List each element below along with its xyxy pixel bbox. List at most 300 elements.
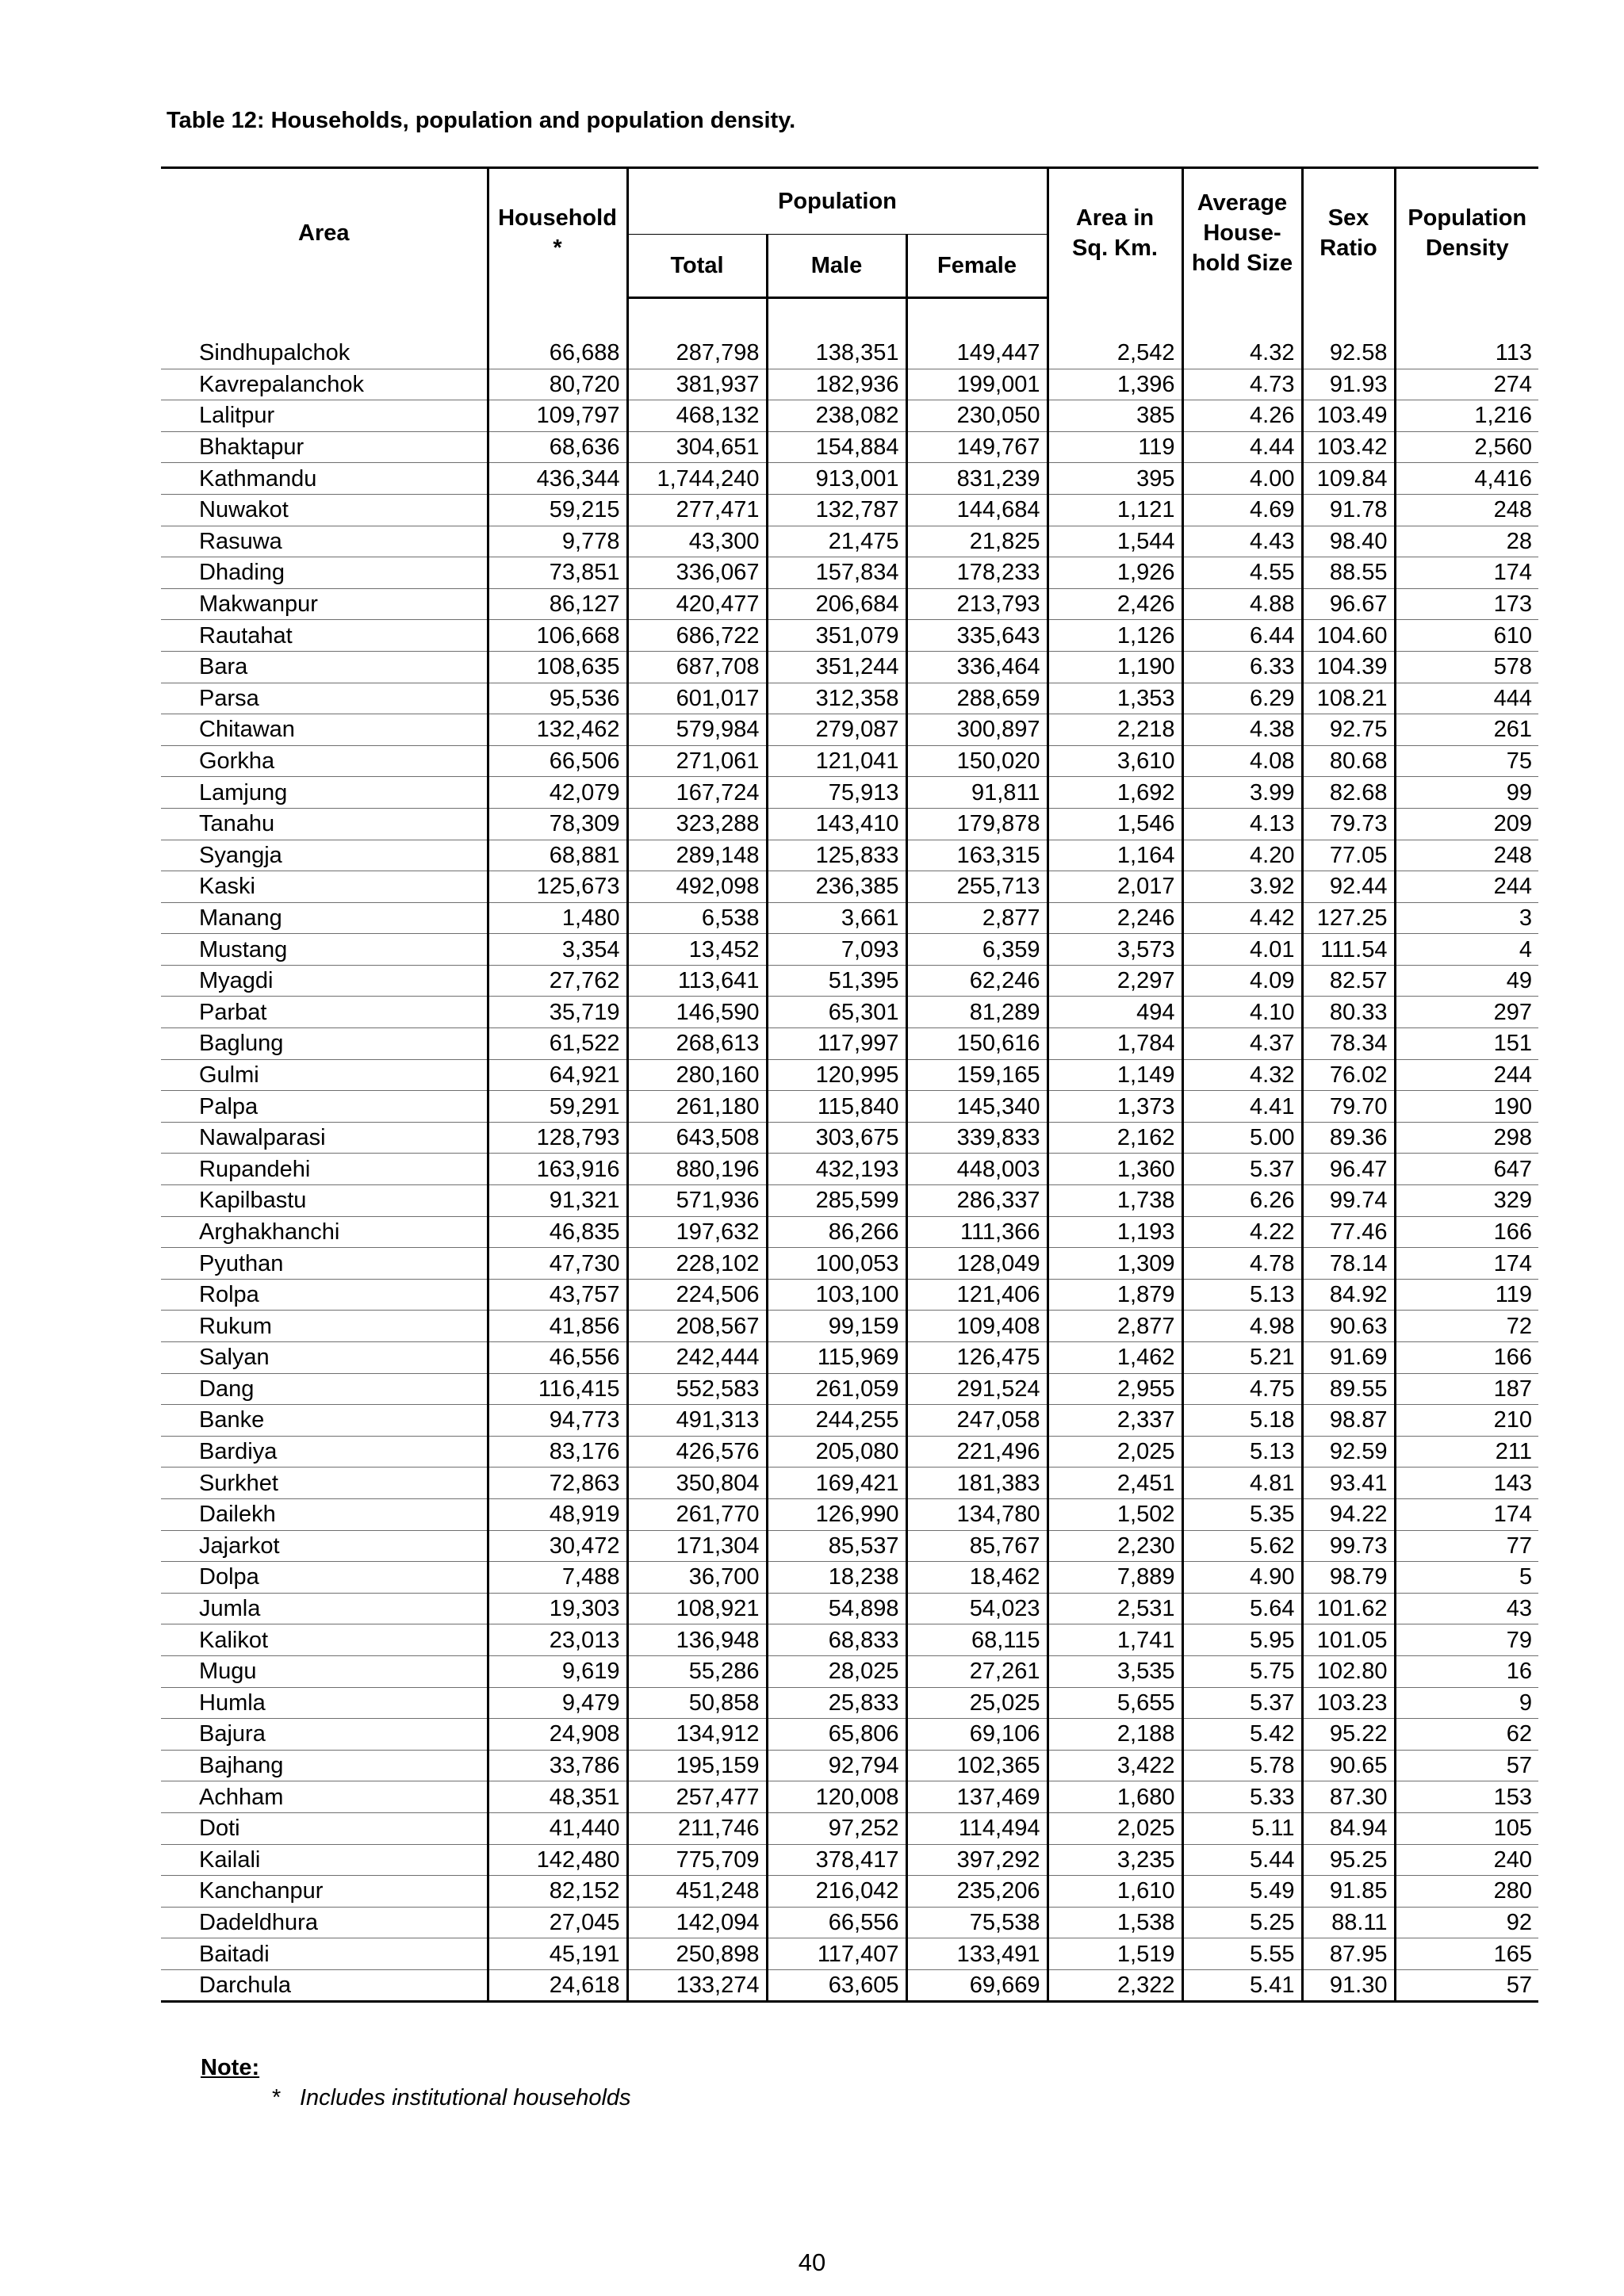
value-cell: 1,373 <box>1048 1091 1182 1123</box>
value-cell: 5.35 <box>1182 1498 1302 1530</box>
value-cell: 2,162 <box>1048 1122 1182 1154</box>
value-cell: 103,100 <box>767 1279 906 1311</box>
value-cell: 244 <box>1395 1059 1538 1091</box>
value-cell: 167,724 <box>627 777 767 809</box>
value-cell: 144,684 <box>906 494 1048 526</box>
value-cell: 4.42 <box>1182 902 1302 934</box>
value-cell: 1,216 <box>1395 400 1538 432</box>
area-name-cell: Bajhang <box>161 1750 488 1781</box>
value-cell: 4.08 <box>1182 745 1302 777</box>
value-cell: 54,898 <box>767 1593 906 1624</box>
area-name-cell: Lamjung <box>161 777 488 809</box>
table-row <box>161 1028 1538 1060</box>
value-cell: 85,537 <box>767 1530 906 1562</box>
table-row <box>161 557 1538 589</box>
value-cell: 48,351 <box>488 1781 627 1813</box>
table-row <box>161 1342 1538 1374</box>
value-cell: 103.23 <box>1302 1687 1395 1719</box>
value-cell: 197,632 <box>627 1216 767 1248</box>
value-cell: 121,406 <box>906 1279 1048 1311</box>
value-cell: 82.68 <box>1302 777 1395 809</box>
value-cell: 179,878 <box>906 808 1048 840</box>
table-row <box>161 588 1538 620</box>
value-cell: 3,235 <box>1048 1844 1182 1876</box>
value-cell: 28,025 <box>767 1655 906 1687</box>
table-row <box>161 1687 1538 1719</box>
value-cell: 84.94 <box>1302 1812 1395 1844</box>
value-cell: 9,778 <box>488 526 627 557</box>
value-cell: 120,995 <box>767 1059 906 1091</box>
value-cell: 5.42 <box>1182 1719 1302 1751</box>
table-header <box>161 168 1538 298</box>
value-cell: 210 <box>1395 1405 1538 1437</box>
value-cell: 4.44 <box>1182 431 1302 463</box>
value-cell: 5.25 <box>1182 1907 1302 1938</box>
table-row <box>161 1279 1538 1311</box>
value-cell: 46,835 <box>488 1216 627 1248</box>
value-cell: 13,452 <box>627 934 767 966</box>
value-cell: 119 <box>1395 1279 1538 1311</box>
value-cell: 1,480 <box>488 902 627 934</box>
table-row <box>161 1907 1538 1938</box>
value-cell: 287,798 <box>627 338 767 369</box>
value-cell: 62,246 <box>906 965 1048 997</box>
value-cell: 2,426 <box>1048 588 1182 620</box>
value-cell: 468,132 <box>627 400 767 432</box>
value-cell: 686,722 <box>627 620 767 652</box>
area-name-cell: Parbat <box>161 997 488 1028</box>
area-name-cell: Parsa <box>161 683 488 714</box>
value-cell: 339,833 <box>906 1122 1048 1154</box>
value-cell: 4.26 <box>1182 400 1302 432</box>
value-cell: 66,556 <box>767 1907 906 1938</box>
table-body <box>161 298 1538 2002</box>
value-cell: 5.75 <box>1182 1655 1302 1687</box>
header-spacer <box>161 298 1538 339</box>
value-cell: 66,688 <box>488 338 627 369</box>
value-cell: 103.49 <box>1302 400 1395 432</box>
value-cell: 4.69 <box>1182 494 1302 526</box>
value-cell: 2,025 <box>1048 1812 1182 1844</box>
value-cell: 157,834 <box>767 557 906 589</box>
value-cell: 76.02 <box>1302 1059 1395 1091</box>
area-name-cell: Kapilbastu <box>161 1185 488 1217</box>
value-cell: 92.44 <box>1302 871 1395 903</box>
area-name-cell: Nawalparasi <box>161 1122 488 1154</box>
value-cell: 102.80 <box>1302 1655 1395 1687</box>
area-name-cell: Makwanpur <box>161 588 488 620</box>
value-cell: 432,193 <box>767 1154 906 1185</box>
value-cell: 578 <box>1395 651 1538 683</box>
area-name-cell: Rupandehi <box>161 1154 488 1185</box>
value-cell: 300,897 <box>906 714 1048 746</box>
value-cell: 4.88 <box>1182 588 1302 620</box>
value-cell: 91.93 <box>1302 369 1395 400</box>
area-name-cell: Salyan <box>161 1342 488 1374</box>
value-cell: 68,833 <box>767 1624 906 1656</box>
value-cell: 9,479 <box>488 1687 627 1719</box>
value-cell: 113 <box>1395 338 1538 369</box>
table-title: Table 12: Households, population and population density. <box>167 108 796 133</box>
value-cell: 55,286 <box>627 1655 767 1687</box>
value-cell: 66,506 <box>488 745 627 777</box>
value-cell: 133,274 <box>627 1969 767 2002</box>
value-cell: 42,079 <box>488 777 627 809</box>
value-cell: 7,488 <box>488 1562 627 1594</box>
value-cell: 45,191 <box>488 1938 627 1970</box>
value-cell: 78.34 <box>1302 1028 1395 1060</box>
value-cell: 75,913 <box>767 777 906 809</box>
value-cell: 100,053 <box>767 1248 906 1280</box>
value-cell: 169,421 <box>767 1468 906 1499</box>
value-cell: 174 <box>1395 1248 1538 1280</box>
value-cell: 775,709 <box>627 1844 767 1876</box>
value-cell: 491,313 <box>627 1405 767 1437</box>
value-cell: 43,757 <box>488 1279 627 1311</box>
value-cell: 21,825 <box>906 526 1048 557</box>
value-cell: 127.25 <box>1302 902 1395 934</box>
value-cell: 1,519 <box>1048 1938 1182 1970</box>
value-cell: 4.10 <box>1182 997 1302 1028</box>
value-cell: 190 <box>1395 1091 1538 1123</box>
value-cell: 6,538 <box>627 902 767 934</box>
value-cell: 257,477 <box>627 1781 767 1813</box>
value-cell: 125,833 <box>767 840 906 871</box>
value-cell: 1,193 <box>1048 1216 1182 1248</box>
header-household-label: Household <box>498 205 617 232</box>
value-cell: 86,266 <box>767 1216 906 1248</box>
value-cell: 261,059 <box>767 1373 906 1405</box>
value-cell: 5 <box>1395 1562 1538 1594</box>
value-cell: 1,692 <box>1048 777 1182 809</box>
value-cell: 289,148 <box>627 840 767 871</box>
table-row <box>161 1498 1538 1530</box>
value-cell: 9,619 <box>488 1655 627 1687</box>
value-cell: 119 <box>1048 431 1182 463</box>
value-cell: 43,300 <box>627 526 767 557</box>
value-cell: 41,856 <box>488 1311 627 1342</box>
value-cell: 5.33 <box>1182 1781 1302 1813</box>
value-cell: 242,444 <box>627 1342 767 1374</box>
value-cell: 128,793 <box>488 1122 627 1154</box>
area-name-cell: Kaski <box>161 871 488 903</box>
area-name-cell: Dadeldhura <box>161 1907 488 1938</box>
value-cell: 687,708 <box>627 651 767 683</box>
value-cell: 128,049 <box>906 1248 1048 1280</box>
value-cell: 182,936 <box>767 369 906 400</box>
value-cell: 27,261 <box>906 1655 1048 1687</box>
table-row <box>161 1436 1538 1468</box>
value-cell: 224,506 <box>627 1279 767 1311</box>
value-cell: 82.57 <box>1302 965 1395 997</box>
value-cell: 6.44 <box>1182 620 1302 652</box>
value-cell: 134,780 <box>906 1498 1048 1530</box>
value-cell: 4.01 <box>1182 934 1302 966</box>
value-cell: 3,573 <box>1048 934 1182 966</box>
value-cell: 2,188 <box>1048 1719 1182 1751</box>
value-cell: 4.55 <box>1182 557 1302 589</box>
value-cell: 4.78 <box>1182 1248 1302 1280</box>
value-cell: 199,001 <box>906 369 1048 400</box>
value-cell: 114,494 <box>906 1812 1048 1844</box>
value-cell: 4.43 <box>1182 526 1302 557</box>
value-cell: 150,616 <box>906 1028 1048 1060</box>
header-density-line2: Density <box>1425 235 1509 262</box>
value-cell: 138,351 <box>767 338 906 369</box>
value-cell: 57 <box>1395 1750 1538 1781</box>
value-cell: 5,655 <box>1048 1687 1182 1719</box>
area-name-cell: Kailali <box>161 1844 488 1876</box>
value-cell: 79.73 <box>1302 808 1395 840</box>
value-cell: 65,806 <box>767 1719 906 1751</box>
value-cell: 81,289 <box>906 997 1048 1028</box>
value-cell: 49 <box>1395 965 1538 997</box>
area-name-cell: Jumla <box>161 1593 488 1624</box>
value-cell: 108.21 <box>1302 683 1395 714</box>
value-cell: 610 <box>1395 620 1538 652</box>
value-cell: 378,417 <box>767 1844 906 1876</box>
value-cell: 5.95 <box>1182 1624 1302 1656</box>
value-cell: 5.11 <box>1182 1812 1302 1844</box>
table-row <box>161 494 1538 526</box>
value-cell: 99.74 <box>1302 1185 1395 1217</box>
header-avg-household-size <box>1182 168 1302 298</box>
table-row <box>161 463 1538 495</box>
value-cell: 1,121 <box>1048 494 1182 526</box>
value-cell: 59,215 <box>488 494 627 526</box>
value-cell: 350,804 <box>627 1468 767 1499</box>
value-cell: 2,246 <box>1048 902 1182 934</box>
value-cell: 6,359 <box>906 934 1048 966</box>
table-row <box>161 1969 1538 2002</box>
value-cell: 247,058 <box>906 1405 1048 1437</box>
area-name-cell: Gorkha <box>161 745 488 777</box>
value-cell: 73,851 <box>488 557 627 589</box>
value-cell: 3,610 <box>1048 745 1182 777</box>
value-cell: 1,610 <box>1048 1876 1182 1908</box>
value-cell: 2,017 <box>1048 871 1182 903</box>
value-cell: 132,462 <box>488 714 627 746</box>
header-total: Total <box>627 235 767 298</box>
value-cell: 385 <box>1048 400 1182 432</box>
header-avg-line2: House- <box>1203 220 1281 247</box>
value-cell: 96.67 <box>1302 588 1395 620</box>
value-cell: 297 <box>1395 997 1538 1028</box>
area-name-cell: Bardiya <box>161 1436 488 1468</box>
value-cell: 91.69 <box>1302 1342 1395 1374</box>
area-name-cell: Syangja <box>161 840 488 871</box>
value-cell: 880,196 <box>627 1154 767 1185</box>
value-cell: 236,385 <box>767 871 906 903</box>
value-cell: 95,536 <box>488 683 627 714</box>
value-cell: 240 <box>1395 1844 1538 1876</box>
value-cell: 51,395 <box>767 965 906 997</box>
value-cell: 647 <box>1395 1154 1538 1185</box>
header-female: Female <box>906 235 1048 298</box>
value-cell: 149,447 <box>906 338 1048 369</box>
value-cell: 335,643 <box>906 620 1048 652</box>
value-cell: 78,309 <box>488 808 627 840</box>
value-cell: 68,636 <box>488 431 627 463</box>
value-cell: 1,744,240 <box>627 463 767 495</box>
value-cell: 1,680 <box>1048 1781 1182 1813</box>
area-name-cell: Dhading <box>161 557 488 589</box>
area-name-cell: Dolpa <box>161 1562 488 1594</box>
value-cell: 492,098 <box>627 871 767 903</box>
value-cell: 111,366 <box>906 1216 1048 1248</box>
value-cell: 69,669 <box>906 1969 1048 2002</box>
value-cell: 1,784 <box>1048 1028 1182 1060</box>
value-cell: 5.13 <box>1182 1436 1302 1468</box>
table-row <box>161 369 1538 400</box>
value-cell: 3,661 <box>767 902 906 934</box>
table-row <box>161 1624 1538 1656</box>
value-cell: 87.30 <box>1302 1781 1395 1813</box>
value-cell: 5.37 <box>1182 1154 1302 1185</box>
value-cell: 69,106 <box>906 1719 1048 1751</box>
value-cell: 163,315 <box>906 840 1048 871</box>
value-cell: 181,383 <box>906 1468 1048 1499</box>
value-cell: 5.41 <box>1182 1969 1302 2002</box>
value-cell: 62 <box>1395 1719 1538 1751</box>
value-cell: 277,471 <box>627 494 767 526</box>
value-cell: 205,080 <box>767 1436 906 1468</box>
header-population-density <box>1395 168 1538 298</box>
area-name-cell: Surkhet <box>161 1468 488 1499</box>
header-sex-ratio <box>1302 168 1395 298</box>
value-cell: 5.49 <box>1182 1876 1302 1908</box>
value-cell: 2,560 <box>1395 431 1538 463</box>
value-cell: 116,415 <box>488 1373 627 1405</box>
value-cell: 4.73 <box>1182 369 1302 400</box>
value-cell: 91.78 <box>1302 494 1395 526</box>
value-cell: 271,061 <box>627 745 767 777</box>
value-cell: 5.37 <box>1182 1687 1302 1719</box>
area-name-cell: Palpa <box>161 1091 488 1123</box>
value-cell: 1,544 <box>1048 526 1182 557</box>
value-cell: 831,239 <box>906 463 1048 495</box>
value-cell: 571,936 <box>627 1185 767 1217</box>
area-name-cell: Dang <box>161 1373 488 1405</box>
value-cell: 27,762 <box>488 965 627 997</box>
value-cell: 221,496 <box>906 1436 1048 1468</box>
area-name-cell: Bajura <box>161 1719 488 1751</box>
header-area: Area <box>161 168 488 298</box>
value-cell: 4.22 <box>1182 1216 1302 1248</box>
value-cell: 115,840 <box>767 1091 906 1123</box>
value-cell: 109.84 <box>1302 463 1395 495</box>
value-cell: 3.99 <box>1182 777 1302 809</box>
value-cell: 3,422 <box>1048 1750 1182 1781</box>
value-cell: 5.13 <box>1182 1279 1302 1311</box>
value-cell: 77 <box>1395 1530 1538 1562</box>
value-cell: 80.68 <box>1302 745 1395 777</box>
value-cell: 87.95 <box>1302 1938 1395 1970</box>
table-row <box>161 1311 1538 1342</box>
area-name-cell: Rasuwa <box>161 526 488 557</box>
table-row <box>161 338 1538 369</box>
value-cell: 329 <box>1395 1185 1538 1217</box>
value-cell: 4.37 <box>1182 1028 1302 1060</box>
value-cell: 23,013 <box>488 1624 627 1656</box>
value-cell: 1,126 <box>1048 620 1182 652</box>
value-cell: 286,337 <box>906 1185 1048 1217</box>
value-cell: 4,416 <box>1395 463 1538 495</box>
note-title: Note: <box>201 2055 260 2080</box>
table-row <box>161 1844 1538 1876</box>
area-name-cell: Bhaktapur <box>161 431 488 463</box>
value-cell: 4.98 <box>1182 1311 1302 1342</box>
value-cell: 2,322 <box>1048 1969 1182 2002</box>
value-cell: 426,576 <box>627 1436 767 1468</box>
value-cell: 101.05 <box>1302 1624 1395 1656</box>
header-area-sqkm <box>1048 168 1182 298</box>
value-cell: 72,863 <box>488 1468 627 1499</box>
value-cell: 109,408 <box>906 1311 1048 1342</box>
area-name-cell: Baglung <box>161 1028 488 1060</box>
value-cell: 80,720 <box>488 369 627 400</box>
value-cell: 92.58 <box>1302 338 1395 369</box>
value-cell: 255,713 <box>906 871 1048 903</box>
table-row <box>161 1719 1538 1751</box>
value-cell: 90.63 <box>1302 1311 1395 1342</box>
value-cell: 79 <box>1395 1624 1538 1656</box>
area-name-cell: Mustang <box>161 934 488 966</box>
value-cell: 268,613 <box>627 1028 767 1060</box>
value-cell: 208,567 <box>627 1311 767 1342</box>
value-cell: 89.36 <box>1302 1122 1395 1154</box>
value-cell: 3.92 <box>1182 871 1302 903</box>
value-cell: 6.33 <box>1182 651 1302 683</box>
value-cell: 68,115 <box>906 1624 1048 1656</box>
value-cell: 5.18 <box>1182 1405 1302 1437</box>
page-number: 40 <box>798 2248 826 2276</box>
value-cell: 2,542 <box>1048 338 1182 369</box>
value-cell: 288,659 <box>906 683 1048 714</box>
value-cell: 643,508 <box>627 1122 767 1154</box>
value-cell: 381,937 <box>627 369 767 400</box>
value-cell: 36,700 <box>627 1562 767 1594</box>
value-cell: 4 <box>1395 934 1538 966</box>
value-cell: 30,472 <box>488 1530 627 1562</box>
value-cell: 85,767 <box>906 1530 1048 1562</box>
value-cell: 126,990 <box>767 1498 906 1530</box>
value-cell: 395 <box>1048 463 1182 495</box>
value-cell: 171,304 <box>627 1530 767 1562</box>
area-name-cell: Chitawan <box>161 714 488 746</box>
value-cell: 46,556 <box>488 1342 627 1374</box>
value-cell: 92,794 <box>767 1750 906 1781</box>
value-cell: 95.22 <box>1302 1719 1395 1751</box>
value-cell: 9 <box>1395 1687 1538 1719</box>
value-cell: 3,354 <box>488 934 627 966</box>
table-row <box>161 1154 1538 1185</box>
area-name-cell: Kanchanpur <box>161 1876 488 1908</box>
value-cell: 143,410 <box>767 808 906 840</box>
value-cell: 1,360 <box>1048 1154 1182 1185</box>
table-row <box>161 1562 1538 1594</box>
table-row <box>161 840 1538 871</box>
note-text: Includes institutional households <box>300 2085 631 2110</box>
value-cell: 92.75 <box>1302 714 1395 746</box>
table-row <box>161 1593 1538 1624</box>
area-name-cell: Rolpa <box>161 1279 488 1311</box>
value-cell: 5.00 <box>1182 1122 1302 1154</box>
value-cell: 238,082 <box>767 400 906 432</box>
value-cell: 41,440 <box>488 1812 627 1844</box>
value-cell: 420,477 <box>627 588 767 620</box>
value-cell: 5.44 <box>1182 1844 1302 1876</box>
